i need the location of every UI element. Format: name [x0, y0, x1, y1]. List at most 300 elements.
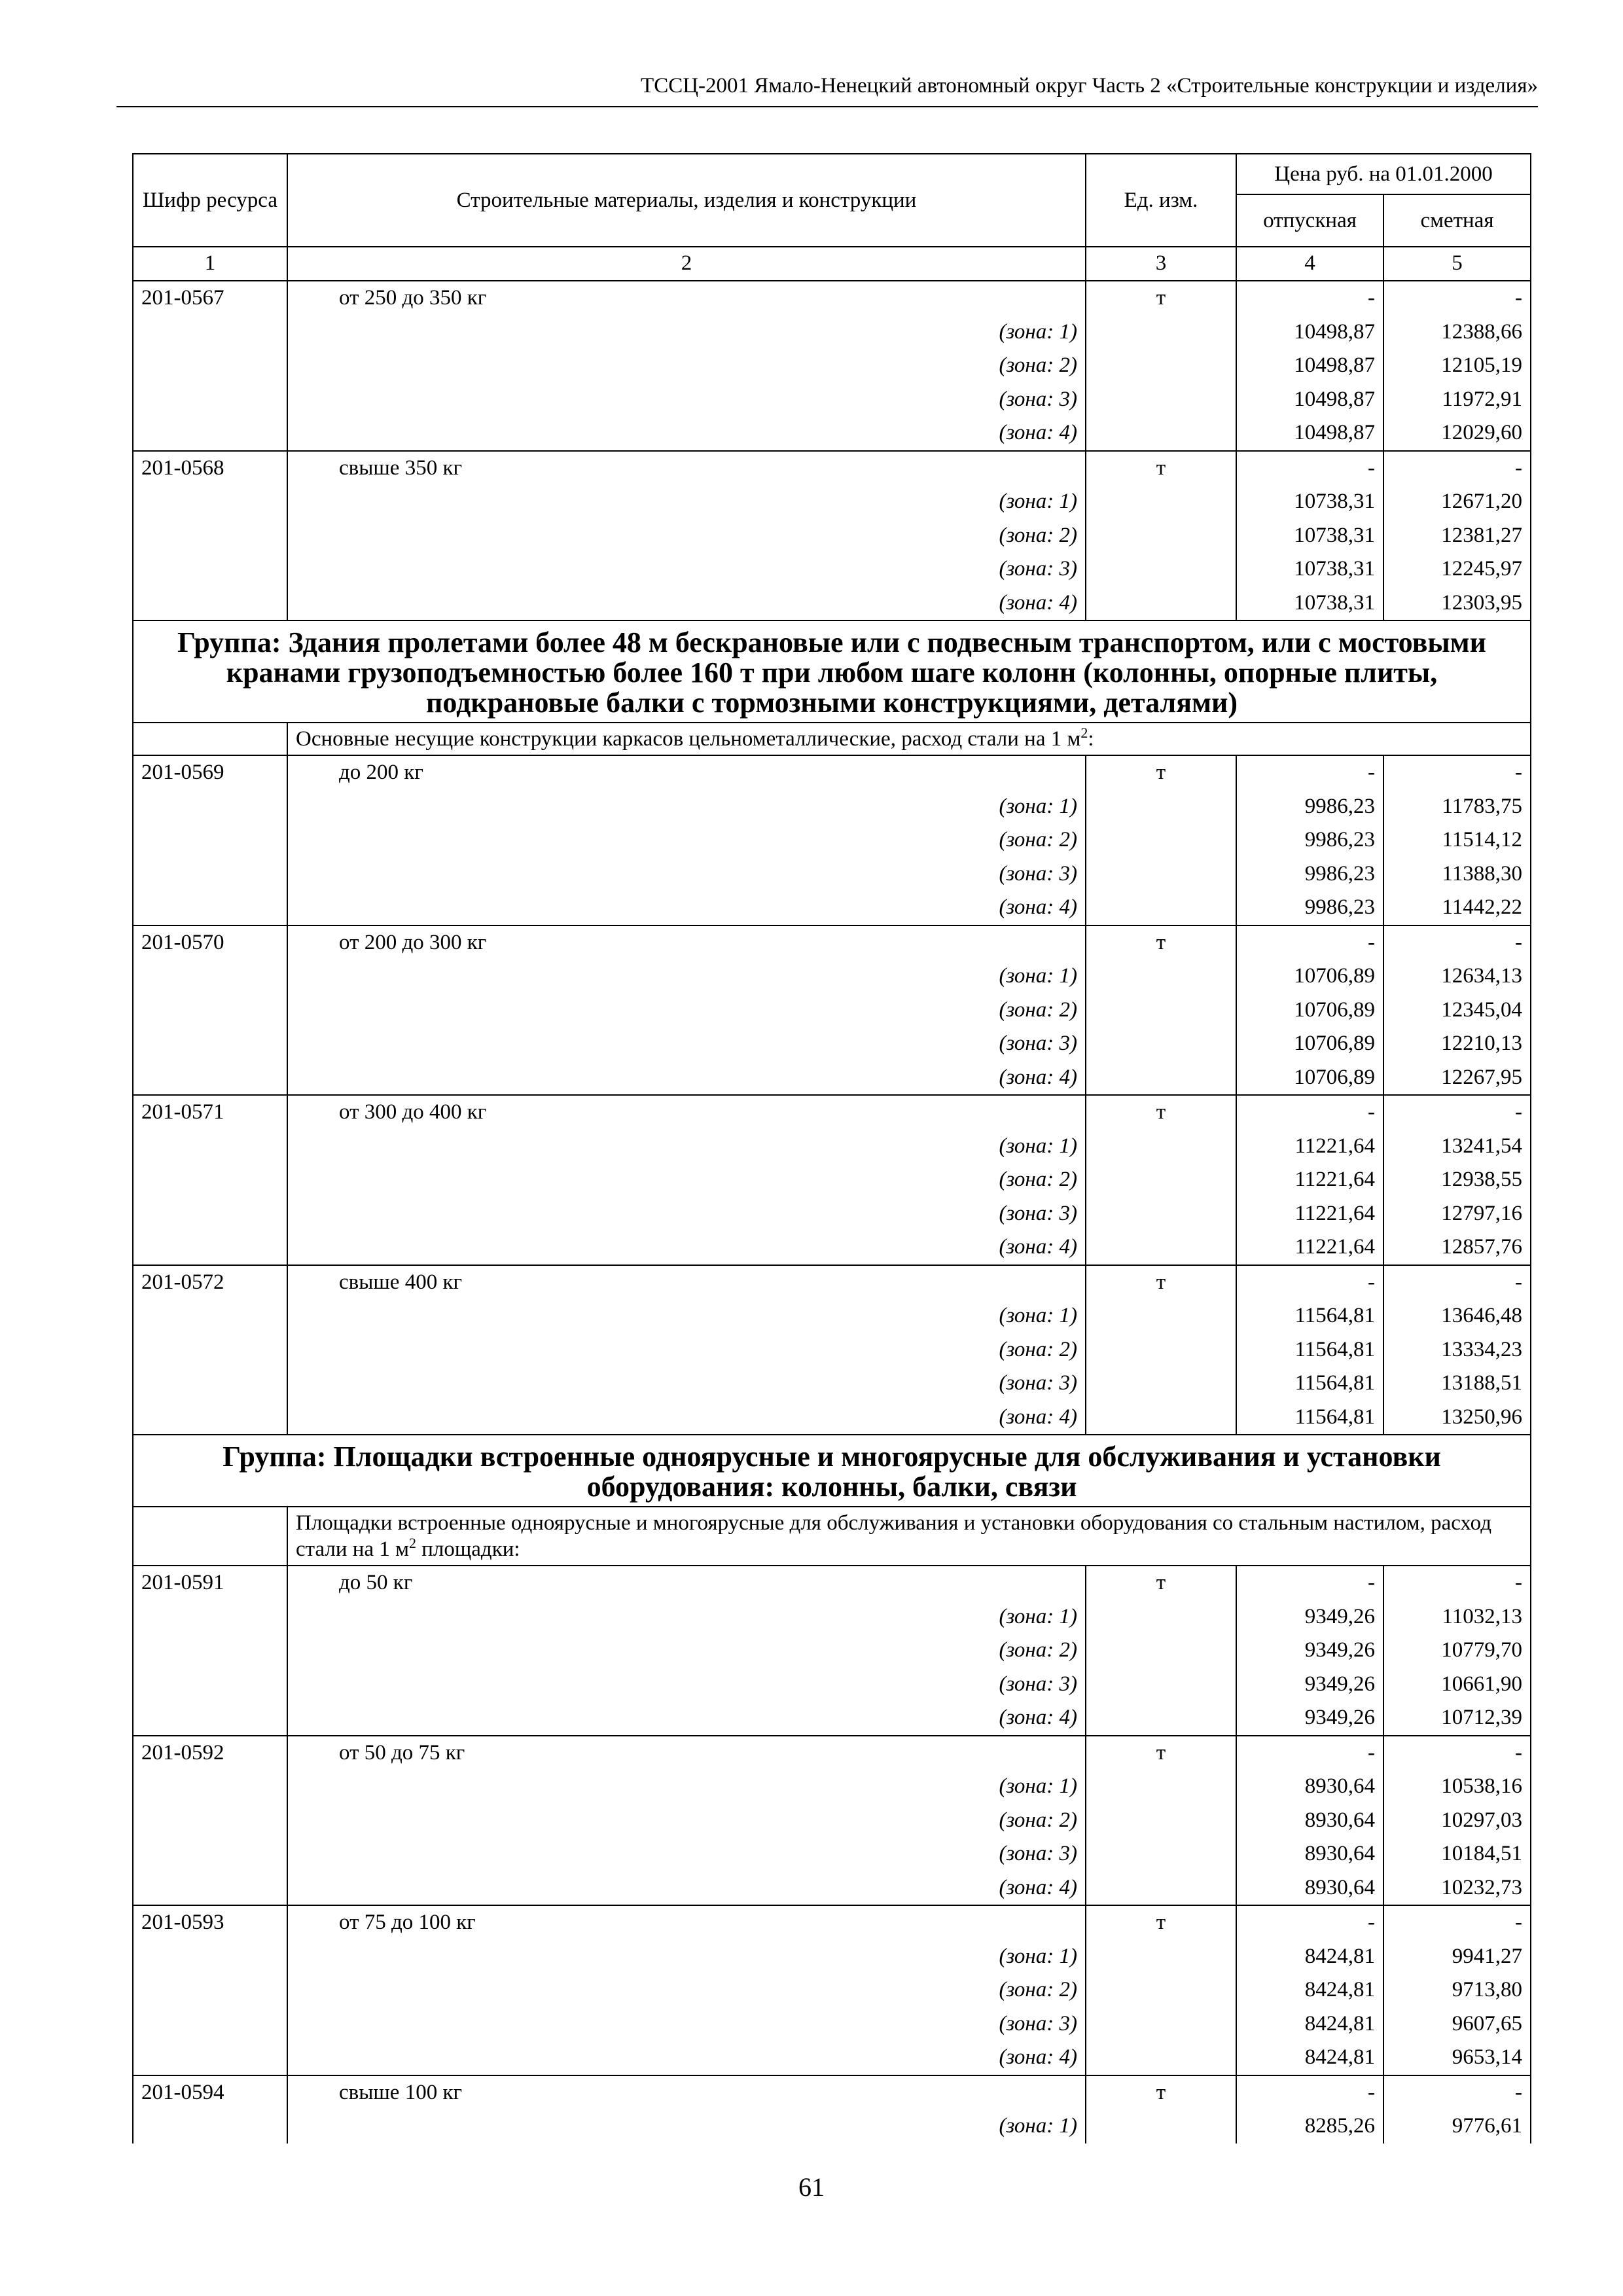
empty-cell	[1086, 1837, 1236, 1871]
estimate-price: 10232,73	[1383, 1871, 1531, 1906]
estimate-price: 10297,03	[1383, 1804, 1531, 1838]
group-subtitle: Основные несущие конструкции каркасов цельнометаллические, расход стали на 1 $м^2$:	[287, 723, 1531, 755]
zone-row	[133, 519, 1531, 553]
empty-cell	[133, 857, 287, 891]
release-price: 11564,81	[1236, 1333, 1383, 1367]
estimate-price: 12029,60	[1383, 416, 1531, 451]
empty-cell	[133, 1871, 287, 1906]
zone-label: (зона: 4)	[287, 1061, 1086, 1096]
release-price: 8930,64	[1236, 1837, 1383, 1871]
release-price: 11564,81	[1236, 1299, 1383, 1333]
empty-cell	[1086, 1061, 1236, 1096]
item-row	[133, 451, 1531, 486]
zone-row	[133, 1837, 1531, 1871]
empty-cell	[133, 2109, 287, 2144]
empty-cell	[1086, 823, 1236, 857]
estimate-price: -	[1383, 925, 1531, 960]
release-price: 8424,81	[1236, 1940, 1383, 1974]
estimate-price: -	[1383, 755, 1531, 790]
release-price: 10498,87	[1236, 349, 1383, 383]
empty-cell	[133, 1027, 287, 1061]
zone-row	[133, 315, 1531, 350]
zone-row	[133, 1230, 1531, 1265]
zone-row	[133, 1163, 1531, 1197]
item-name: от 75 до 100 кг	[287, 1905, 1086, 1940]
release-price: -	[1236, 925, 1383, 960]
estimate-price: 12303,95	[1383, 586, 1531, 621]
price-table	[132, 153, 1531, 2144]
zone-row	[133, 552, 1531, 586]
zone-label: (зона: 1)	[287, 315, 1086, 350]
estimate-price: 13188,51	[1383, 1367, 1531, 1401]
empty-cell	[1086, 1333, 1236, 1367]
release-price: 9349,26	[1236, 1668, 1383, 1702]
zone-label: (зона: 3)	[287, 1668, 1086, 1702]
release-price: 11221,64	[1236, 1130, 1383, 1164]
release-price: 11221,64	[1236, 1230, 1383, 1265]
resource-code: 201-0592	[133, 1736, 287, 1770]
zone-label: (зона: 2)	[287, 994, 1086, 1028]
estimate-price: -	[1383, 281, 1531, 315]
empty-cell	[1086, 1701, 1236, 1736]
item-row	[133, 1736, 1531, 1770]
group-subtitle-row	[133, 723, 1531, 755]
estimate-price: 9776,61	[1383, 2109, 1531, 2144]
empty-cell	[133, 1837, 287, 1871]
zone-label: (зона: 2)	[287, 823, 1086, 857]
empty-cell	[133, 2007, 287, 2041]
unit: т	[1086, 1265, 1236, 1300]
empty-cell	[1086, 1230, 1236, 1265]
resource-code: 201-0568	[133, 451, 287, 486]
unit: т	[1086, 755, 1236, 790]
zone-row	[133, 960, 1531, 994]
header-code: Шифр ресурса	[133, 154, 287, 247]
unit: т	[1086, 1566, 1236, 1600]
items-block-c	[133, 1566, 1531, 2144]
empty-cell	[133, 1973, 287, 2007]
empty-cell	[133, 315, 287, 350]
zone-row	[133, 1668, 1531, 1702]
zone-label: (зона: 3)	[287, 857, 1086, 891]
item-name: от 300 до 400 кг	[287, 1095, 1086, 1130]
empty-cell	[1086, 1163, 1236, 1197]
zone-label: (зона: 1)	[287, 2109, 1086, 2144]
release-price: 11564,81	[1236, 1367, 1383, 1401]
estimate-price: 12345,04	[1383, 994, 1531, 1028]
empty-cell	[133, 1634, 287, 1668]
estimate-price: -	[1383, 1736, 1531, 1770]
release-price: 9986,23	[1236, 790, 1383, 824]
zone-row	[133, 1804, 1531, 1838]
empty-cell	[1086, 891, 1236, 925]
estimate-price: 12210,13	[1383, 1027, 1531, 1061]
zone-label: (зона: 4)	[287, 2041, 1086, 2075]
column-number-row	[133, 247, 1531, 281]
release-price: 8424,81	[1236, 2041, 1383, 2075]
resource-code: 201-0594	[133, 2075, 287, 2110]
estimate-price: 12671,20	[1383, 485, 1531, 519]
release-price: 10498,87	[1236, 315, 1383, 350]
zone-row	[133, 416, 1531, 451]
item-row	[133, 925, 1531, 960]
unit: т	[1086, 1905, 1236, 1940]
empty-cell	[133, 1367, 287, 1401]
estimate-price: 12388,66	[1383, 315, 1531, 350]
zone-row	[133, 1770, 1531, 1804]
empty-cell	[133, 1130, 287, 1164]
zone-row	[133, 1634, 1531, 1668]
resource-code: 201-0572	[133, 1265, 287, 1300]
estimate-price: 9941,27	[1383, 1940, 1531, 1974]
estimate-price: 10538,16	[1383, 1770, 1531, 1804]
release-price: 10738,31	[1236, 552, 1383, 586]
zone-label: (зона: 3)	[287, 552, 1086, 586]
estimate-price: 13646,48	[1383, 1299, 1531, 1333]
zone-label: (зона: 1)	[287, 1299, 1086, 1333]
zone-label: (зона: 3)	[287, 1027, 1086, 1061]
empty-cell	[133, 1701, 287, 1736]
empty-cell	[1086, 1197, 1236, 1231]
release-price: 11221,64	[1236, 1163, 1383, 1197]
zone-label: (зона: 4)	[287, 1871, 1086, 1906]
empty-cell	[1086, 552, 1236, 586]
group-title: Группа: Здания пролетами более 48 м бескрановые или с подвесным транспортом, или с мостовыми кранами грузоподъемностью более 160 т при любом шаге колонн (колонны, опорные плиты, подкрановые балки с тормозными конструкциями, деталями)	[133, 620, 1531, 723]
zone-label: (зона: 4)	[287, 586, 1086, 621]
header-unit: Ед. изм.	[1086, 154, 1236, 247]
empty-cell	[1086, 315, 1236, 350]
empty-cell	[1086, 1770, 1236, 1804]
zone-label: (зона: 1)	[287, 960, 1086, 994]
estimate-price: 11514,12	[1383, 823, 1531, 857]
unit: т	[1086, 1095, 1236, 1130]
empty-cell	[1086, 1634, 1236, 1668]
empty-cell	[1086, 1973, 1236, 2007]
empty-cell	[1086, 1367, 1236, 1401]
estimate-price: 10184,51	[1383, 1837, 1531, 1871]
release-price: -	[1236, 1566, 1383, 1600]
group-2	[133, 1435, 1531, 1566]
zone-label: (зона: 1)	[287, 485, 1086, 519]
empty-cell	[133, 1333, 287, 1367]
estimate-price: 12857,76	[1383, 1230, 1531, 1265]
item-name: до 50 кг	[287, 1566, 1086, 1600]
zone-label: (зона: 2)	[287, 519, 1086, 553]
release-price: 10738,31	[1236, 519, 1383, 553]
resource-code: 201-0570	[133, 925, 287, 960]
zone-label: (зона: 3)	[287, 1367, 1086, 1401]
zone-label: (зона: 3)	[287, 383, 1086, 417]
empty-cell	[133, 1061, 287, 1096]
release-price: 9349,26	[1236, 1701, 1383, 1736]
zone-row	[133, 485, 1531, 519]
unit: т	[1086, 451, 1236, 486]
empty-cell	[1086, 383, 1236, 417]
header-release-price: отпускная	[1236, 194, 1383, 247]
item-name: до 200 кг	[287, 755, 1086, 790]
zone-row	[133, 891, 1531, 925]
running-header	[116, 71, 1538, 107]
estimate-price: -	[1383, 1905, 1531, 1940]
zone-row	[133, 1940, 1531, 1974]
empty-cell	[1086, 2007, 1236, 2041]
estimate-price: -	[1383, 451, 1531, 486]
zone-label: (зона: 2)	[287, 349, 1086, 383]
empty-cell	[1086, 1804, 1236, 1838]
items-block-a	[133, 281, 1531, 620]
item-row	[133, 1566, 1531, 1600]
empty-cell	[133, 790, 287, 824]
estimate-price: 10712,39	[1383, 1701, 1531, 1736]
zone-row	[133, 1299, 1531, 1333]
zone-label: (зона: 4)	[287, 1701, 1086, 1736]
empty-cell	[1086, 2041, 1236, 2075]
release-price: 9986,23	[1236, 857, 1383, 891]
zone-row	[133, 1197, 1531, 1231]
group-1	[133, 620, 1531, 755]
release-price: 10706,89	[1236, 994, 1383, 1028]
empty-cell	[133, 1668, 287, 1702]
item-row	[133, 1095, 1531, 1130]
empty-cell	[133, 349, 287, 383]
estimate-price: -	[1383, 2075, 1531, 2110]
empty-cell	[133, 891, 287, 925]
column-number: 4	[1236, 247, 1383, 281]
zone-label: (зона: 1)	[287, 1600, 1086, 1634]
zone-label: (зона: 2)	[287, 1333, 1086, 1367]
estimate-price: 12797,16	[1383, 1197, 1531, 1231]
estimate-price: 9653,14	[1383, 2041, 1531, 2075]
estimate-price: 12105,19	[1383, 349, 1531, 383]
empty-cell	[1086, 349, 1236, 383]
empty-cell	[133, 1163, 287, 1197]
empty-cell	[1086, 790, 1236, 824]
release-price: 9986,23	[1236, 823, 1383, 857]
estimate-price: 12634,13	[1383, 960, 1531, 994]
zone-row	[133, 790, 1531, 824]
empty-cell	[133, 552, 287, 586]
zone-label: (зона: 2)	[287, 1804, 1086, 1838]
zone-label: (зона: 4)	[287, 891, 1086, 925]
zone-row	[133, 1701, 1531, 1736]
item-name: свыше 100 кг	[287, 2075, 1086, 2110]
zone-row	[133, 2041, 1531, 2075]
estimate-price: 11388,30	[1383, 857, 1531, 891]
empty-cell	[1086, 1668, 1236, 1702]
release-price: 11221,64	[1236, 1197, 1383, 1231]
estimate-price: 9607,65	[1383, 2007, 1531, 2041]
empty-cell	[133, 1507, 287, 1566]
empty-cell	[133, 1770, 287, 1804]
group-subtitle: Площадки встроенные одноярусные и многоярусные для обслуживания и установки оборудования со стальным настилом, расход стали на 1 $м^2$ площадки:	[287, 1507, 1531, 1566]
release-price: 10498,87	[1236, 416, 1383, 451]
release-price: 8424,81	[1236, 2007, 1383, 2041]
empty-cell	[133, 1940, 287, 1974]
empty-cell	[133, 1299, 287, 1333]
empty-cell	[1086, 586, 1236, 621]
estimate-price: 9713,80	[1383, 1973, 1531, 2007]
estimate-price: 11972,91	[1383, 383, 1531, 417]
release-price: -	[1236, 1095, 1383, 1130]
empty-cell	[1086, 994, 1236, 1028]
release-price: 8424,81	[1236, 1973, 1383, 2007]
item-name: от 200 до 300 кг	[287, 925, 1086, 960]
empty-cell	[1086, 1871, 1236, 1906]
release-price: 10738,31	[1236, 485, 1383, 519]
table-header-row	[133, 154, 1531, 194]
empty-cell	[1086, 1940, 1236, 1974]
zone-row	[133, 994, 1531, 1028]
item-name: от 50 до 75 кг	[287, 1736, 1086, 1770]
item-name: от 250 до 350 кг	[287, 281, 1086, 315]
empty-cell	[1086, 1299, 1236, 1333]
estimate-price: -	[1383, 1095, 1531, 1130]
empty-cell	[1086, 1130, 1236, 1164]
estimate-price: 10661,90	[1383, 1668, 1531, 1702]
release-price: 10706,89	[1236, 1027, 1383, 1061]
release-price: -	[1236, 281, 1383, 315]
zone-label: (зона: 2)	[287, 1973, 1086, 2007]
unit: т	[1086, 1736, 1236, 1770]
group-title: Группа: Площадки встроенные одноярусные и многоярусные для обслуживания и установки оборудования: колонны, балки, связи	[133, 1435, 1531, 1507]
estimate-price: 12245,97	[1383, 552, 1531, 586]
empty-cell	[133, 960, 287, 994]
zone-row	[133, 823, 1531, 857]
unit: т	[1086, 281, 1236, 315]
zone-row	[133, 1871, 1531, 1906]
zone-row	[133, 857, 1531, 891]
zone-label: (зона: 2)	[287, 1634, 1086, 1668]
zone-row	[133, 1130, 1531, 1164]
zone-label: (зона: 4)	[287, 1401, 1086, 1435]
zone-label: (зона: 2)	[287, 1163, 1086, 1197]
item-row	[133, 281, 1531, 315]
release-price: -	[1236, 2075, 1383, 2110]
zone-row	[133, 1973, 1531, 2007]
estimate-price: 13334,23	[1383, 1333, 1531, 1367]
column-number: 1	[133, 247, 287, 281]
zone-label: (зона: 1)	[287, 1770, 1086, 1804]
release-price: 9986,23	[1236, 891, 1383, 925]
empty-cell	[133, 1197, 287, 1231]
unit: т	[1086, 925, 1236, 960]
release-price: 8930,64	[1236, 1770, 1383, 1804]
running-header-title: ТССЦ-2001 Ямало-Ненецкий автономный округ Часть 2 «Строительные конструкции и изделия»	[641, 74, 1538, 98]
resource-code: 201-0591	[133, 1566, 287, 1600]
column-number: 3	[1086, 247, 1236, 281]
zone-label: (зона: 4)	[287, 1230, 1086, 1265]
release-price: -	[1236, 755, 1383, 790]
zone-label: (зона: 1)	[287, 1130, 1086, 1164]
resource-code: 201-0571	[133, 1095, 287, 1130]
empty-cell	[1086, 2109, 1236, 2144]
zone-row	[133, 1061, 1531, 1096]
item-name: свыше 350 кг	[287, 451, 1086, 486]
resource-code: 201-0569	[133, 755, 287, 790]
release-price: 10706,89	[1236, 960, 1383, 994]
zone-label: (зона: 3)	[287, 1197, 1086, 1231]
empty-cell	[133, 416, 287, 451]
resource-code: 201-0567	[133, 281, 287, 315]
release-price: -	[1236, 1736, 1383, 1770]
release-price: -	[1236, 1265, 1383, 1300]
column-number: 2	[287, 247, 1086, 281]
release-price: 11564,81	[1236, 1401, 1383, 1435]
item-row	[133, 1905, 1531, 1940]
estimate-price: 12938,55	[1383, 1163, 1531, 1197]
items-block-b	[133, 755, 1531, 1435]
zone-row	[133, 586, 1531, 621]
release-price: 8930,64	[1236, 1871, 1383, 1906]
release-price: -	[1236, 1905, 1383, 1940]
item-row	[133, 1265, 1531, 1300]
empty-cell	[1086, 960, 1236, 994]
zone-row	[133, 1367, 1531, 1401]
empty-cell	[1086, 1600, 1236, 1634]
zone-label: (зона: 3)	[287, 1837, 1086, 1871]
item-name: свыше 400 кг	[287, 1265, 1086, 1300]
empty-cell	[133, 383, 287, 417]
release-price: -	[1236, 451, 1383, 486]
column-number: 5	[1383, 247, 1531, 281]
zone-row	[133, 1027, 1531, 1061]
zone-row	[133, 1401, 1531, 1435]
empty-cell	[133, 519, 287, 553]
release-price: 9349,26	[1236, 1634, 1383, 1668]
empty-cell	[1086, 416, 1236, 451]
empty-cell	[133, 485, 287, 519]
zone-row	[133, 383, 1531, 417]
group-title-row	[133, 1435, 1531, 1507]
empty-cell	[133, 1600, 287, 1634]
page-number: 61	[798, 2172, 825, 2202]
zone-label: (зона: 4)	[287, 416, 1086, 451]
empty-cell	[133, 2041, 287, 2075]
release-price: 10738,31	[1236, 586, 1383, 621]
empty-cell	[133, 723, 287, 755]
item-row	[133, 2075, 1531, 2110]
zone-row	[133, 2109, 1531, 2144]
empty-cell	[133, 1401, 287, 1435]
estimate-price: 13250,96	[1383, 1401, 1531, 1435]
release-price: 8285,26	[1236, 2109, 1383, 2144]
group-title-row	[133, 620, 1531, 723]
zone-row	[133, 1333, 1531, 1367]
estimate-price: 12267,95	[1383, 1061, 1531, 1096]
group-subtitle-row	[133, 1507, 1531, 1566]
empty-cell	[133, 1804, 287, 1838]
zone-row	[133, 349, 1531, 383]
empty-cell	[133, 1230, 287, 1265]
estimate-price: -	[1383, 1265, 1531, 1300]
empty-cell	[1086, 519, 1236, 553]
estimate-price: -	[1383, 1566, 1531, 1600]
release-price: 8930,64	[1236, 1804, 1383, 1838]
release-price: 10498,87	[1236, 383, 1383, 417]
estimate-price: 11032,13	[1383, 1600, 1531, 1634]
zone-label: (зона: 1)	[287, 790, 1086, 824]
empty-cell	[1086, 1401, 1236, 1435]
resource-code: 201-0593	[133, 1905, 287, 1940]
empty-cell	[1086, 485, 1236, 519]
release-price: 9349,26	[1236, 1600, 1383, 1634]
estimate-price: 13241,54	[1383, 1130, 1531, 1164]
release-price: 10706,89	[1236, 1061, 1383, 1096]
header-price-group: Цена руб. на 01.01.2000	[1236, 154, 1531, 194]
zone-label: (зона: 1)	[287, 1940, 1086, 1974]
empty-cell	[1086, 1027, 1236, 1061]
estimate-price: 12381,27	[1383, 519, 1531, 553]
